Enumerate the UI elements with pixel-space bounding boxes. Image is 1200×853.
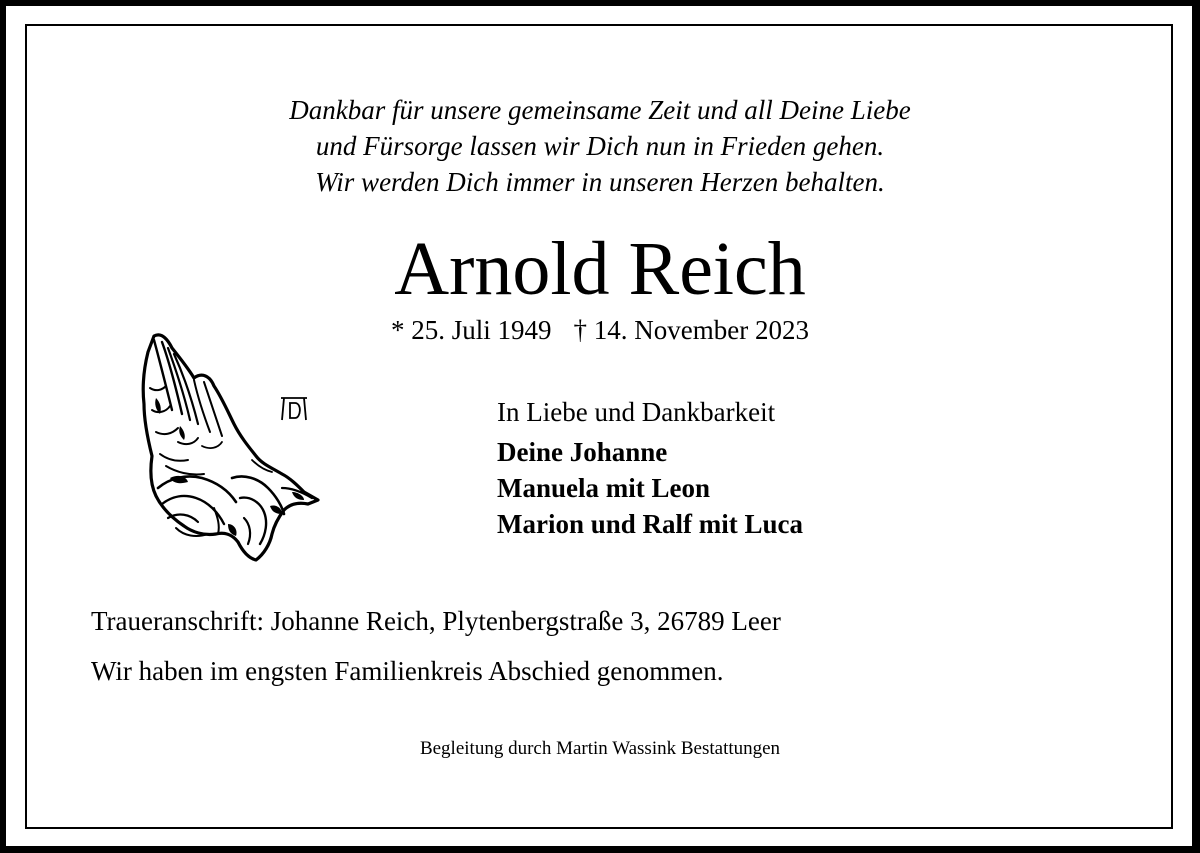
mourners-intro: In Liebe und Dankbarkeit [497, 397, 776, 427]
undertaker-note: Begleitung durch Martin Wassink Bestattungen [419, 738, 781, 759]
mourners-block [497, 395, 803, 542]
mourning-address: Traueranschrift: Johanne Reich, Plytenbergstraße 3, 26789 Leer [91, 606, 781, 636]
mourner-name: Manuela mit Leon [497, 473, 710, 503]
praying-hands-icon [132, 328, 324, 564]
death-date: † 14. November 2023 [573, 315, 809, 345]
poem-line: und Fürsorge lassen wir Dich nun in Frieden gehen. [315, 131, 885, 161]
mourner-name: Marion und Ralf mit Luca [497, 509, 804, 539]
deceased-name: Arnold Reich [394, 227, 806, 311]
poem-line: Wir werden Dich immer in unseren Herzen behalten. [315, 167, 885, 197]
poem-line: Dankbar für unsere gemeinsame Zeit und all Deine Liebe [289, 95, 911, 125]
poem [0, 92, 1200, 200]
farewell-note: Wir haben im engsten Familienkreis Abschied genommen. [91, 656, 724, 686]
duerer-monogram-icon [280, 394, 308, 422]
mourners-list [497, 434, 803, 542]
mourner-name: Deine Johanne [497, 437, 668, 467]
birth-date: * 25. Juli 1949 [391, 315, 552, 345]
